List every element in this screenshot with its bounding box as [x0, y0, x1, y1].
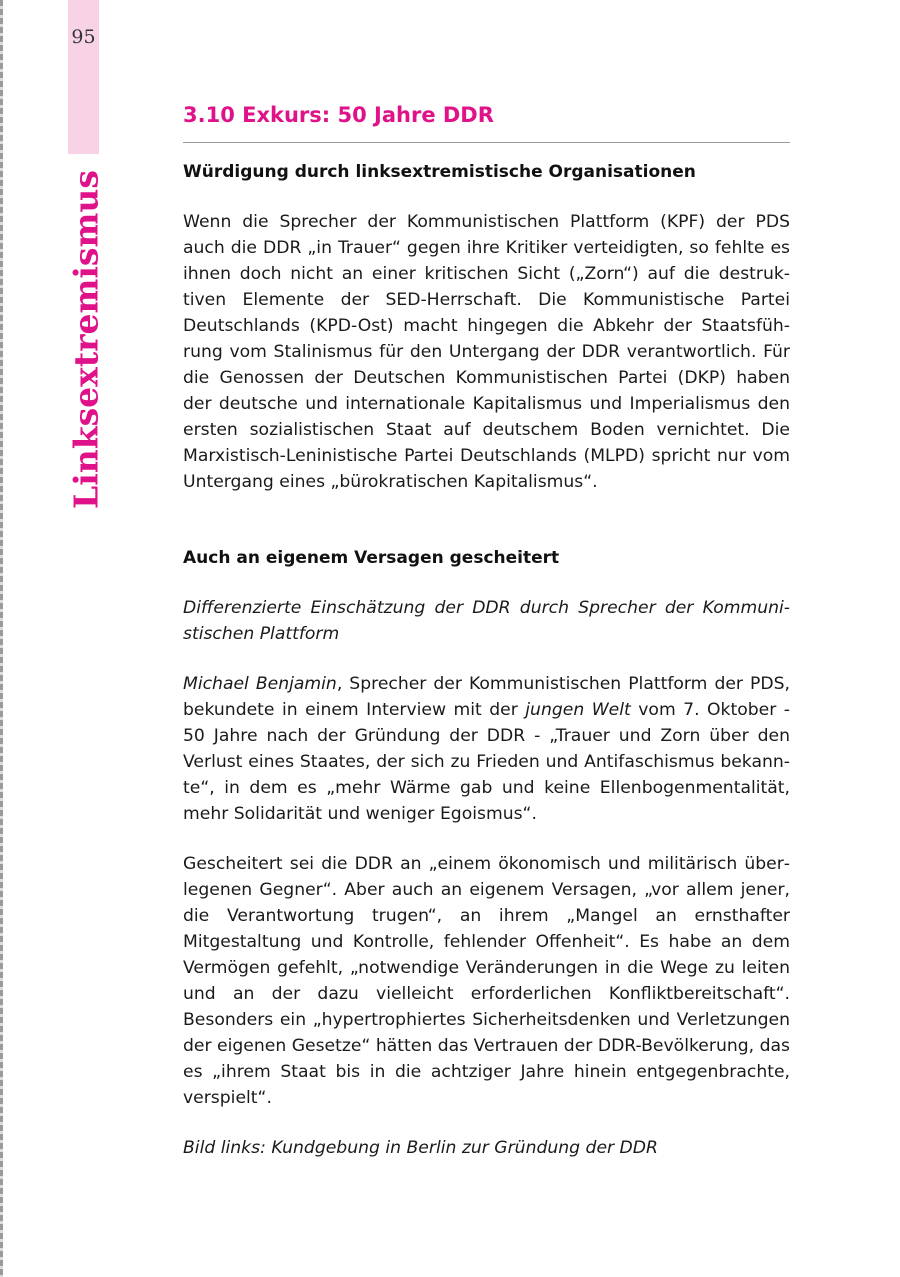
paragraph-gescheitert: Gescheitert sei die DDR an „einem ökonomisch und militärisch überlegenen Gegner“. Aber auch an eigenem Versagen, „vor allem jener, die Verantwortung trugen“, an ihrem „Mangel an ernsthafter Mitgestaltung und Kontrolle, fehlender Offenheit“. Es habe an dem Vermögen gefehlt, „notwendige Veränderungen in die Wege zu leiten und an der dazu vielleicht erforderlichen Konfliktbereitschaft“. Besonders ein „hypertrophiertes Sicherheitsdenken und Verletzungen der eigenen Gesetze“ hätten das Vertrauen der DDR-Bevölkerung, das es „ihrem Staat bis in die achtziger Jahre hinein entgegenbrachte, verspielt“. — [183, 854, 790, 1108]
paragraph-benjamin-text-1: , Sprecher der Kommunistischen Plattform der PDS, bekundete in einem Interview mit der — [183, 674, 790, 720]
paragraph-wuerdigung: Wenn die Sprecher der Kommunistischen Plattform (KPF) der PDS auch die DDR „in Trauer“ gegen ihre Kritiker verteidigten, so fehlte es ihnen doch nicht an einer kritischen Sicht („Zorn“) auf die destruktiven Elemente der SED-Herrschaft. Die Kommunistische Partei Deutschlands (KPD-Ost) macht hingegen die Abkehr der Staatsführung vom Stalinismus für den Untergang der DDR verantwortlich. Für die Genossen der Deutschen Kommunistischen Partei (DKP) haben der deutsche und internationale Kapitalismus und Imperialismus den ersten sozialistischen Staat auf deutschem Boden vernichtet. Die Marxistisch-Leninistische Partei Deutschlands (MLPD) spricht nur vom Untergang eines „bürokratischen Kapitalismus“. — [183, 212, 790, 492]
person-name: Michael Benjamin — [183, 674, 337, 694]
newspaper-name: jungen Welt — [525, 700, 631, 720]
heading-versagen: Auch an eigenem Versagen gescheitert — [183, 548, 560, 568]
paragraph-benjamin-text-2: vom 7. Oktober - 50 Jahre nach der Gründung der DDR - „Trauer und Zorn über den Verlust eines Staates, der sich zu Frieden und Antifaschismus bekannte“, in dem es „mehr Wärme gab und keine Ellenbogenmentalität, mehr Solidarität und weniger Egoismus“. — [183, 700, 790, 824]
page-number: 95 — [71, 26, 96, 48]
main-content — [183, 100, 790, 1161]
subtitle-einschaetzung: Differenzierte Einschätzung der DDR durch Sprecher der Kommunistischen Plattform — [183, 598, 790, 644]
chapter-side-label: Linksextremismus — [66, 170, 106, 510]
image-caption: Bild links: Kundgebung in Berlin zur Gründung der DDR — [183, 1138, 658, 1158]
title-divider — [183, 142, 790, 143]
section-title: 3.10 Exkurs: 50 Jahre DDR — [183, 103, 494, 127]
paragraph-benjamin — [183, 671, 790, 827]
heading-wuerdigung: Würdigung durch linksextremistische Organisationen — [183, 162, 696, 182]
page-edge-decoration — [0, 0, 3, 1277]
side-tab — [68, 0, 99, 154]
